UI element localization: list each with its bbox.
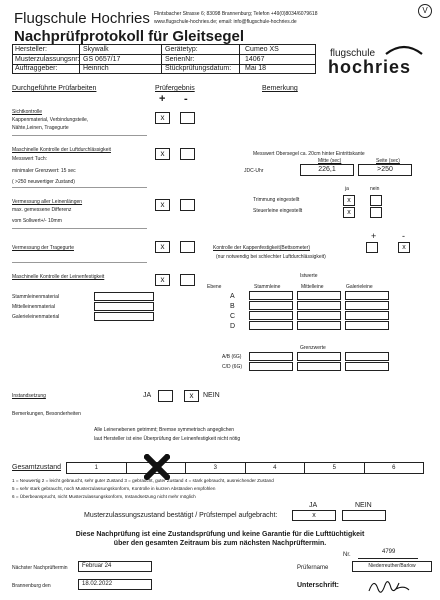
col-arbeiten: Durchgeführte Prüfarbeiten <box>12 85 97 92</box>
luft-mitte-value[interactable]: 226,1 <box>300 164 354 176</box>
istwert-a-mittel[interactable] <box>297 291 341 300</box>
naechster-value[interactable]: Februar 24 <box>78 561 152 572</box>
istwert-b-stamm[interactable] <box>249 301 293 310</box>
istwert-a-stamm[interactable] <box>249 291 293 300</box>
istwert-d-stamm[interactable] <box>249 321 293 330</box>
istwert-b-mittel[interactable] <box>297 301 341 310</box>
trimmung-ja-checkbox[interactable]: x <box>343 195 355 206</box>
leinen-plus-checkbox[interactable]: x <box>155 199 170 211</box>
page-title: Nachprüfprotokoll für Gleitsegel <box>14 28 245 45</box>
muster-value: GS 0657/17 <box>83 56 121 63</box>
luft-line2: minimaler Grenzwert: 15 sec <box>12 168 76 174</box>
leinen-minus-checkbox[interactable] <box>180 199 195 211</box>
datum-value[interactable]: 18.02.2022 <box>78 579 152 590</box>
hersteller-value: Skywalk <box>83 46 109 53</box>
leinen-nein: nein <box>370 186 380 192</box>
steuer-label: Steuerleine eingestellt <box>253 208 303 214</box>
grenz-cd-stamm[interactable] <box>249 362 293 371</box>
sicht-plus-checkbox[interactable]: x <box>155 112 170 124</box>
ebene-c: C <box>230 313 236 320</box>
cd-label: C/D (6G) <box>222 364 242 370</box>
disclaimer-line2: über den gesamten Zeitraum bis zum nächsten Nachprüftermin. <box>113 540 327 547</box>
ort-label: Brannenburg den <box>12 583 51 589</box>
serien-value: 14067 <box>245 56 265 63</box>
selection-cross-icon <box>144 454 170 480</box>
luft-remark: Messwert Obersegel ca. 20cm hinter Eintrittskante <box>253 151 365 157</box>
instand-nein: NEIN <box>203 392 220 399</box>
ebene-label: Ebene <box>207 284 222 290</box>
col-plus: + <box>159 93 166 105</box>
sicht-title: Sichtkontrolle <box>12 109 43 115</box>
serien-label: SerienNr: <box>165 56 195 63</box>
disclaimer-line1: Diese Nachprüfung ist eine Zustandsprüfung und keine Garantie für die Lufttüchtigkeit <box>75 531 365 538</box>
scale-3[interactable]: 3 <box>186 463 246 473</box>
ab-label: A/B (6G) <box>222 354 242 360</box>
stamm-material-field[interactable] <box>94 292 154 301</box>
luft-seite-label: Seite (sec) <box>376 158 400 164</box>
grenz-ab-galerie[interactable] <box>345 352 389 361</box>
luft-seite-value[interactable]: >250 <box>358 164 412 176</box>
note-line2: laut Hersteller ist eine Überprüfung der Leinenfestigkeit nicht nötig <box>94 436 241 442</box>
luft-mitte-label: Mitte (sec) <box>318 158 342 164</box>
ebene-d: D <box>230 323 236 330</box>
legend-line3: 6 = Überbeansprucht, nicht Musterzulassungskonform, Instandsetzung nicht mehr möglich <box>12 494 196 499</box>
kappe-minus: - <box>402 231 405 241</box>
auftrag-value: Heinrich <box>83 65 109 72</box>
paraglider-icon <box>384 44 424 58</box>
gesamt-title: Gesamtzustand <box>12 464 62 471</box>
grenz-ab-mittel[interactable] <box>297 352 341 361</box>
col-mittelleine: Mittelleine <box>301 284 324 290</box>
luft-jdc: JDC-Uhr <box>244 168 264 174</box>
bestaetigt-ja: JA <box>309 502 318 509</box>
page-mark <box>418 4 432 18</box>
stamm-label: Stammleinenmaterial <box>12 294 59 300</box>
leinen-ja: ja <box>345 186 349 192</box>
trimmung-label: Trimmung eingestellt <box>253 197 300 203</box>
istwert-c-stamm[interactable] <box>249 311 293 320</box>
luft-minus-checkbox[interactable] <box>180 148 195 160</box>
col-bemerkung: Bemerkung <box>262 85 298 92</box>
grenz-ab-stamm[interactable] <box>249 352 293 361</box>
logo <box>322 44 430 78</box>
bestaetigt-ja-box[interactable]: x <box>292 510 336 521</box>
scale-5[interactable]: 5 <box>305 463 365 473</box>
instand-nein-checkbox[interactable]: x <box>184 390 199 402</box>
ebene-a: A <box>230 293 235 300</box>
geraetetyp-value: Cumeo XS <box>245 46 279 53</box>
bestaetigt-nein-box[interactable] <box>342 510 386 521</box>
col-galerieleine: Galerieleine <box>346 284 373 290</box>
istwert-a-galerie[interactable] <box>345 291 389 300</box>
grenz-cd-mittel[interactable] <box>297 362 341 371</box>
luft-line3: ( >250 neuwertiger Zustand) <box>12 179 75 185</box>
legend-line2: 5 = sehr stark gebraucht, noch Musterzulassungskonform, Kontrolle in kurzen Abständen empfohlen <box>12 486 216 491</box>
festigkeit-plus-checkbox[interactable]: x <box>155 274 170 286</box>
scale-6[interactable]: 6 <box>392 465 396 471</box>
trage-plus-checkbox[interactable]: x <box>155 241 170 253</box>
istwert-c-mittel[interactable] <box>297 311 341 320</box>
festigkeit-minus-checkbox[interactable] <box>180 274 195 286</box>
gesamt-scale <box>66 462 424 474</box>
kappe-plus: + <box>371 231 377 241</box>
stueck-value: Mai 18 <box>245 65 267 72</box>
istwerte-label: Istwerte <box>300 273 318 279</box>
kappe-plus-checkbox[interactable] <box>366 242 378 253</box>
festigkeit-title: Maschinelle Kontrolle der Leinenfestigkeit <box>12 274 105 280</box>
bestaetigt-label: Musterzulassungszustand bestätigt / Prüfstempel aufgebracht: <box>84 512 278 519</box>
nr-label: Nr. <box>343 552 351 558</box>
sicht-line1: Kappenmaterial, Verbindungsteile, <box>12 117 89 123</box>
pruefername-label: Prüfername <box>297 565 329 571</box>
kappe-note: (nur notwendig bei schlechter Luftdurchlässigkeit) <box>216 254 326 260</box>
instand-title: Instandsetzung <box>12 393 46 399</box>
info-table <box>12 44 316 74</box>
school-name: Flugschule Hochries <box>14 10 150 27</box>
grenzwerte-label: Grenzwerte <box>300 345 326 351</box>
luft-title: Maschinelle Kontrolle der Luftdurchlässigkeit <box>12 147 111 153</box>
steuer-ja-checkbox[interactable]: x <box>343 207 355 218</box>
mittel-label: Mittelleinenmaterial <box>12 304 56 310</box>
school-web: www.flugschule-hochries.de; email: info@flugschule-hochries.de <box>154 19 297 25</box>
ebene-b: B <box>230 303 235 310</box>
stueck-label: Stückprüfungsdatum: <box>165 65 232 72</box>
kappe-title: Kontrolle der Kappenfestigkeit(Bettsometer) <box>213 245 310 251</box>
kappe-minus-checkbox[interactable]: x <box>398 242 410 253</box>
leinen-title: Vermessung aller Leinenlängen <box>12 199 83 205</box>
col-ergebnis: Prüfergebnis <box>155 85 195 92</box>
bemerkungen-label: Bemerkungen, Besonderheiten <box>12 411 81 417</box>
pruefername-value[interactable]: Niederreuther/Barlow <box>352 561 432 572</box>
bestaetigt-nein: NEIN <box>355 502 372 509</box>
scale-4[interactable]: 4 <box>246 463 306 473</box>
instand-ja: JA <box>143 392 152 399</box>
luft-plus-checkbox[interactable]: x <box>155 148 170 160</box>
sicht-minus-checkbox[interactable] <box>180 112 195 124</box>
istwert-d-galerie[interactable] <box>345 321 389 330</box>
galerie-material-field[interactable] <box>94 312 154 321</box>
grenz-cd-galerie[interactable] <box>345 362 389 371</box>
trage-title: Vermessung der Tragegurte <box>12 245 74 251</box>
mittel-material-field[interactable] <box>94 302 154 311</box>
page-mark-text: V <box>422 6 428 15</box>
instand-ja-checkbox[interactable] <box>158 390 173 402</box>
legend-line1: 1 = Neuwertig 2 = leicht gebraucht, sehr guter Zustand 3 = gebraucht, guter Zustand 4 = stark gebraucht, ausreichender Zustand <box>12 478 274 483</box>
hersteller-label: Hersteller: <box>15 46 47 53</box>
signature-icon <box>366 575 412 597</box>
geraetetyp-label: Gerätetyp: <box>165 46 198 53</box>
istwert-c-galerie[interactable] <box>345 311 389 320</box>
leinen-line2: vom Sollwert+/- 10mm <box>12 218 62 224</box>
naechster-label: Nächster Nachprüftermin <box>12 565 68 571</box>
muster-label: Musterzulassungsnr: <box>15 56 80 63</box>
leinen-line1: max. gemessene Differenz <box>12 207 72 213</box>
steuer-nein-checkbox[interactable] <box>370 207 382 218</box>
luft-line1: Messwert Tuch: <box>12 156 48 162</box>
note-line1: Alle Leinenebenen getrimmt; Bremse symmetrisch angeglichen <box>94 427 235 433</box>
logo-top: flugschule <box>330 48 376 59</box>
col-stammleine: Stammleine <box>254 284 281 290</box>
logo-main: hochries <box>328 57 412 77</box>
auftrag-label: Auftraggeber: <box>15 65 58 72</box>
galerie-label: Galerieleinenmaterial <box>12 314 60 320</box>
istwert-b-galerie[interactable] <box>345 301 389 310</box>
col-minus: - <box>184 93 188 105</box>
scale-1[interactable]: 1 <box>67 463 127 473</box>
trage-minus-checkbox[interactable] <box>180 241 195 253</box>
trimmung-nein-checkbox[interactable] <box>370 195 382 206</box>
sicht-line2: Nähte,Leinen, Tragegurte <box>12 125 69 131</box>
unterschrift-label: Unterschrift: <box>297 582 340 589</box>
istwert-d-mittel[interactable] <box>297 321 341 330</box>
nr-value: 4799 <box>382 549 396 555</box>
school-address: Flintsbacher Strasse 6; 83098 Brannenburg; Telefon +49(0)8034/6079618 <box>154 11 318 17</box>
